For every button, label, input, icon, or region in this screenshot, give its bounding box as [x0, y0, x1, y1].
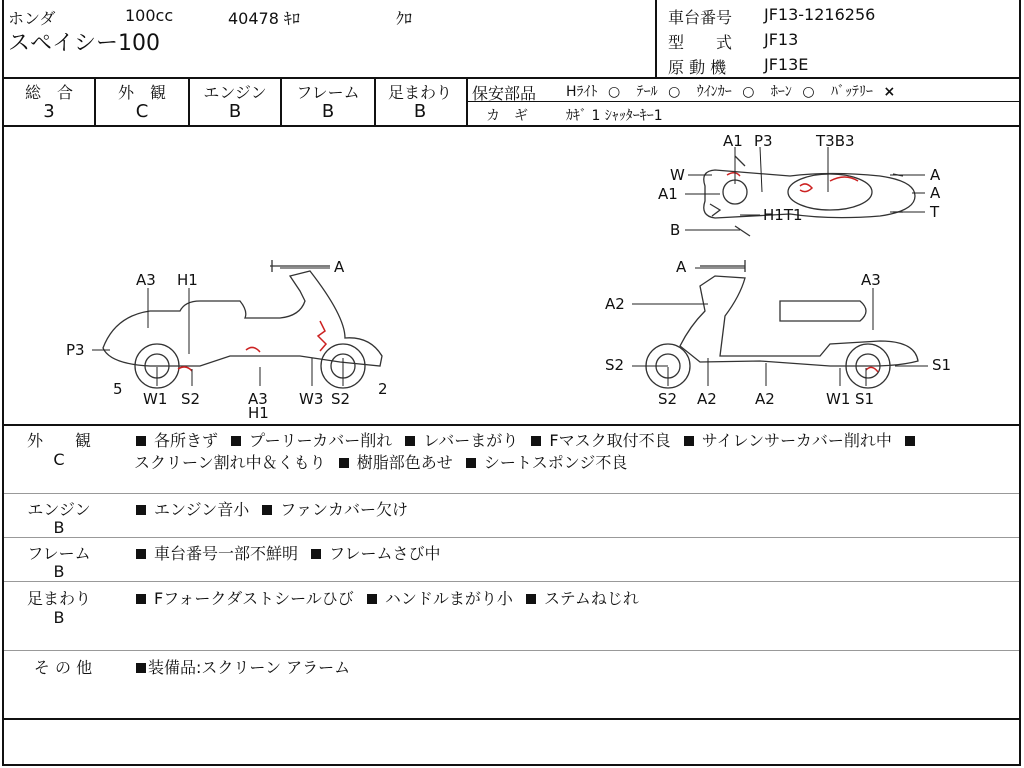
headlight-mark: ○ — [607, 84, 621, 100]
label-top-t: T — [930, 203, 940, 221]
label-top-a-r1: A — [930, 166, 941, 184]
label-right-a2: A2 — [605, 295, 625, 313]
label-left-a3h1: A3 — [248, 390, 268, 408]
remark-exterior-line2 — [134, 450, 627, 473]
rating-divider — [466, 78, 468, 126]
tail-label: ﾃｰﾙ — [636, 84, 658, 100]
remark-separator — [4, 581, 1019, 582]
remark-frame-label: フレーム — [27, 544, 91, 563]
remark-susp-label: 足まわり — [26, 589, 91, 608]
label-right-s2b: S2 — [658, 390, 678, 408]
bullet-icon — [339, 458, 349, 468]
label-top-t3b3: T3B3 — [816, 132, 855, 150]
label-left-a: A — [334, 258, 345, 276]
label-top-a-r2: A — [930, 184, 941, 202]
type-label: 型 式 — [668, 33, 733, 52]
bullet-icon — [684, 436, 694, 446]
mileage: 40478 ｷﾛ — [228, 9, 300, 28]
remark-item: プーリーカバー削れ — [249, 431, 393, 450]
remark-item: 樹脂部色あせ — [356, 453, 453, 472]
remark-separator — [4, 537, 1019, 538]
label-left-s2: S2 — [181, 390, 201, 408]
remark-item: エンジン音小 — [154, 500, 250, 519]
remark-exterior-grade: C — [53, 450, 65, 469]
bullet-icon — [136, 505, 146, 515]
maker: ホンダ — [8, 9, 56, 28]
label-top-a1: A1 — [723, 132, 743, 150]
damage-diagram — [0, 126, 1024, 424]
remark-item: シートスポンジ不良 — [483, 453, 628, 472]
header-rule — [2, 77, 1021, 79]
label-right-a3: A3 — [861, 271, 881, 289]
label-top-h1t1: H1T1 — [763, 206, 803, 224]
left-side-damage — [178, 321, 326, 371]
label-top-p3: P3 — [754, 132, 773, 150]
bullet-icon — [262, 505, 272, 515]
remark-frame-grade: B — [53, 562, 65, 581]
bullet-icon — [136, 594, 146, 604]
engine-rating-label: エンジン — [203, 83, 267, 102]
right-side-leaders — [632, 268, 928, 386]
overall-value: 3 — [43, 101, 55, 122]
bottom-rule — [2, 718, 1021, 720]
bullet-icon — [905, 436, 915, 446]
remark-item: スクリーン割れ中＆くもり — [134, 453, 326, 472]
label-left-h1: H1 — [177, 271, 198, 289]
label-right-a2b: A2 — [697, 390, 717, 408]
diagram-rule — [2, 424, 1021, 426]
remark-item: サイレンサーカバー削れ中 — [701, 431, 892, 450]
remark-item: Fフォークダストシールひび — [154, 589, 354, 608]
remark-exterior-label: 外 観 — [26, 431, 91, 450]
remark-item: 車台番号一部不鮮明 — [154, 544, 299, 563]
horn-mark: ○ — [802, 84, 815, 100]
label-left-2: 2 — [378, 380, 388, 398]
bullet-icon — [311, 549, 321, 559]
remark-exterior-line1 — [136, 428, 923, 451]
remark-other-line — [136, 655, 350, 678]
bullet-icon — [231, 436, 241, 446]
label-left-s2b: S2 — [331, 390, 351, 408]
exterior-label: 外 観 — [117, 83, 166, 102]
remark-item: Fマスク取付不良 — [549, 431, 671, 450]
remark-engine-line — [136, 497, 408, 520]
color: ｸﾛ — [396, 9, 413, 28]
frame-no: JF13-1216256 — [764, 5, 876, 24]
right-side-damage — [866, 367, 878, 372]
remark-susp-grade: B — [53, 608, 65, 627]
remark-frame-line — [136, 541, 440, 564]
bullet-icon — [526, 594, 536, 604]
type-value: JF13 — [764, 30, 799, 49]
suspension-rating-value: B — [413, 101, 427, 122]
label-top-b: B — [670, 221, 681, 239]
label-left-w1: W1 — [143, 390, 168, 408]
label-right-a: A — [676, 258, 687, 276]
remark-item: 装備品:スクリーン アラーム — [148, 658, 351, 677]
label-left-p3: P3 — [66, 341, 85, 359]
remark-item: ファンカバー欠け — [280, 500, 408, 519]
bullet-icon — [531, 436, 541, 446]
frame-no-label: 車台番号 — [668, 8, 733, 27]
horn-label: ﾎｰﾝ — [770, 84, 792, 100]
tail-mark: ○ — [668, 84, 681, 100]
model-name: スペイシー100 — [8, 31, 160, 56]
engine-label: 原 動 機 — [668, 58, 727, 77]
label-right-s1b: S1 — [855, 390, 875, 408]
remark-other-label: そ の 他 — [33, 658, 93, 677]
label-top-a1b: A1 — [658, 185, 678, 203]
bullet-icon — [136, 436, 146, 446]
safety-label: 保安部品 — [472, 84, 537, 103]
bullet-icon — [367, 594, 377, 604]
bullet-icon — [136, 663, 146, 673]
remark-item: フレームさび中 — [329, 544, 441, 563]
displacement: 100cc — [125, 6, 174, 25]
remark-item: ステムねじれ — [543, 589, 639, 608]
label-top-w: W — [670, 166, 685, 184]
label-left-h1b: H1 — [248, 404, 269, 422]
key-value: ｶｷﾞ 1 ｼｬｯﾀｰｷｰ1 — [566, 108, 663, 124]
bullet-icon — [466, 458, 476, 468]
winker-mark: ○ — [742, 84, 755, 100]
remark-item: レバーまがり — [423, 431, 519, 450]
engine-value: JF13E — [764, 55, 809, 74]
label-right-s2: S2 — [605, 356, 625, 374]
bullet-icon — [405, 436, 415, 446]
remark-separator — [4, 493, 1019, 494]
label-right-a2c: A2 — [755, 390, 775, 408]
overall-label: 総 合 — [24, 83, 73, 102]
suspension-rating-label: 足まわり — [387, 83, 452, 102]
left-side-leaders — [92, 268, 343, 386]
remark-item: 各所きず — [154, 431, 219, 450]
label-right-w1: W1 — [826, 390, 851, 408]
key-label: カ ギ — [486, 108, 528, 124]
label-left-w3: W3 — [299, 390, 324, 408]
winker-label: ｳｲﾝｶｰ — [696, 84, 732, 100]
safety-rule — [466, 101, 1021, 102]
remark-item: ハンドルまがり小 — [384, 589, 513, 608]
remark-engine-grade: B — [53, 518, 65, 537]
battery-label: ﾊﾞｯﾃﾘｰ — [831, 84, 874, 100]
exterior-value: C — [135, 101, 149, 122]
battery-mark: × — [883, 84, 896, 100]
engine-rating-value: B — [228, 101, 242, 122]
label-left-5: 5 — [113, 380, 123, 398]
remark-engine-label: エンジン — [27, 500, 91, 519]
label-right-s1: S1 — [932, 356, 952, 374]
remark-susp-line — [136, 586, 639, 609]
frame-rating-value: B — [321, 101, 335, 122]
label-left-a3: A3 — [136, 271, 156, 289]
bullet-icon — [136, 549, 146, 559]
remark-separator — [4, 650, 1019, 651]
frame-rating-label: フレーム — [296, 83, 360, 102]
headlight-label: Hﾗｲﾄ — [566, 84, 598, 100]
header-divider — [655, 0, 657, 78]
